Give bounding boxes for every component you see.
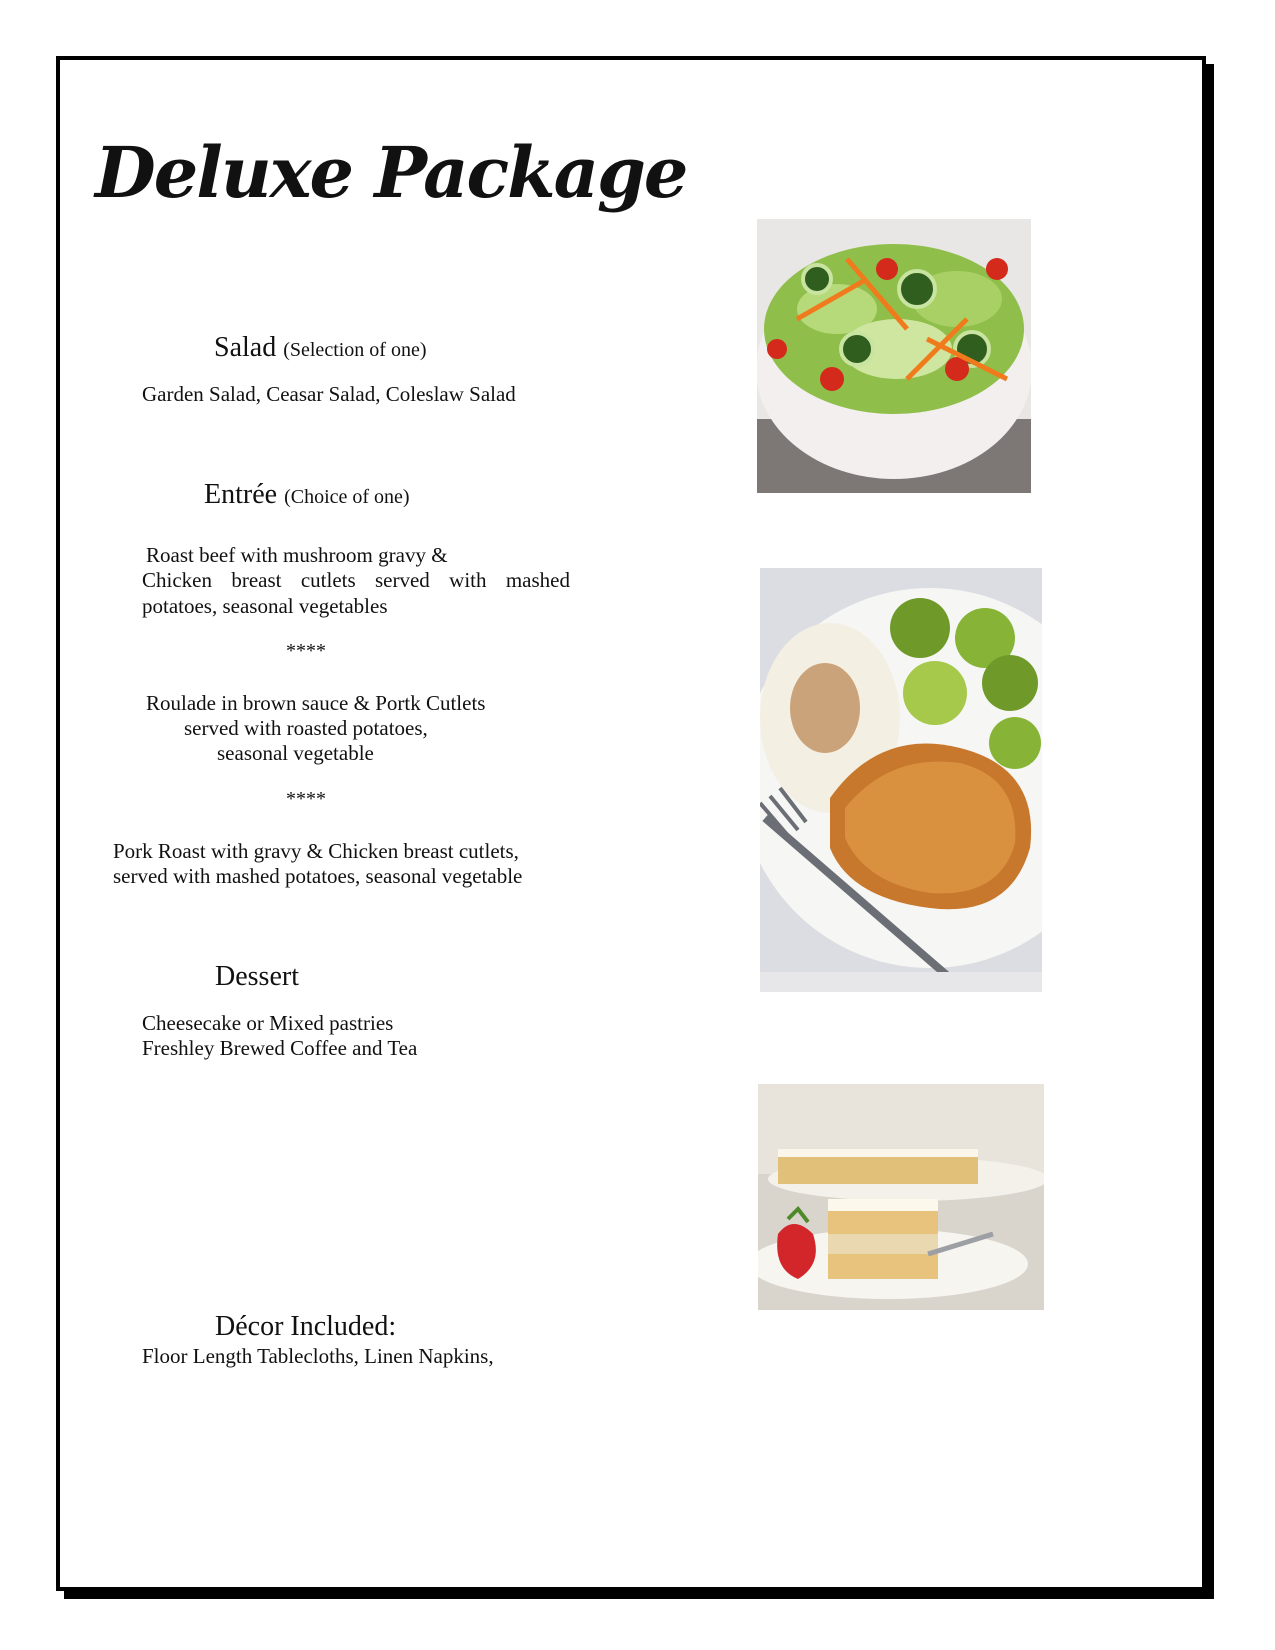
page-title: Deluxe Package <box>95 131 687 214</box>
salad-heading <box>214 333 427 364</box>
entree-option3-line2: served with mashed potatoes, seasonal vegetable <box>113 864 523 888</box>
dessert-heading: Dessert <box>215 961 299 992</box>
salad-heading-note: (Selection of one) <box>283 339 427 361</box>
salad-photo <box>757 219 1031 493</box>
salad-heading-label: Salad <box>214 332 277 363</box>
entree-option3-line1: Pork Roast with gravy & Chicken breast cutlets, <box>113 839 519 863</box>
entree-photo <box>760 568 1042 992</box>
entree-separator: **** <box>286 788 326 810</box>
entree-heading-label: Entrée <box>204 479 278 510</box>
dessert-line2: Freshley Brewed Coffee and Tea <box>142 1036 418 1060</box>
entree-option1-line2: Chicken breast cutlets served with mashed potatoes, seasonal vegetables <box>142 568 570 618</box>
entree-option2-line3: seasonal vegetable <box>217 741 374 765</box>
entree-option1-line1: Roast beef with mushroom gravy & <box>146 543 448 567</box>
dessert-line1: Cheesecake or Mixed pastries <box>142 1011 394 1035</box>
dessert-photo <box>758 1084 1044 1310</box>
salad-items: Garden Salad, Ceasar Salad, Coleslaw Salad <box>142 382 516 406</box>
entree-heading <box>204 480 410 511</box>
entree-option2-line2: served with roasted potatoes, <box>184 716 428 740</box>
entree-option2-line1: Roulade in brown sauce & Portk Cutlets <box>146 691 486 715</box>
entree-separator: **** <box>286 640 326 662</box>
decor-items: Floor Length Tablecloths, Linen Napkins, <box>142 1344 494 1368</box>
decor-heading: Décor Included: <box>215 1311 397 1342</box>
entree-heading-note: (Choice of one) <box>284 486 410 508</box>
